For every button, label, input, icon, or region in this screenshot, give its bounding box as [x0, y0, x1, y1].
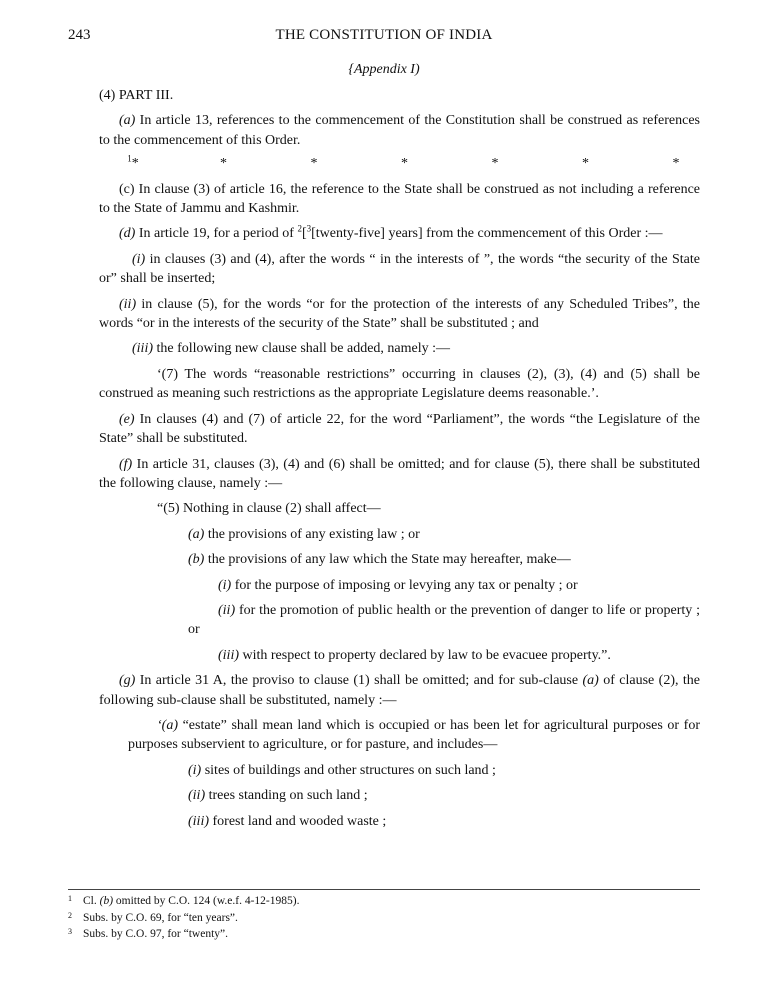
clause-g: (g) In article 31 A, the proviso to clause (1) shall be omitted; and for sub-clause (a) of clause (2), the following sub-clause shall be substituted, namely :— [99, 673, 700, 708]
quote-f: “(5) Nothing in clause (2) shall affect— [157, 501, 381, 517]
document-body [99, 83, 700, 831]
clause-label: (d) [119, 226, 136, 242]
quote-d-iii: ‘(7) The words “reasonable restrictions” occurring in clauses (2), (3), (4) and (5) shall be construed as meaning such restrictions as the appropriate Legislature deems reasonable.’. [99, 366, 700, 402]
footnote-ref: 2 [297, 223, 302, 234]
clause-a: (a) In article 13, references to the commencement of the Constitution shall be construed as references to the commencement of this Order. [99, 113, 700, 148]
clause-label: (i) [188, 762, 202, 778]
clause-label: (ii) [119, 296, 137, 312]
clause-label: (iii) [132, 341, 153, 357]
appendix-label: {Appendix I) [348, 62, 420, 77]
subclause-d-i: (i) in clauses (3) and (4), after the words “ in the interests of ”, the words “the security of the State or” shall be inserted; [99, 251, 700, 287]
star: * [220, 156, 227, 172]
running-title: THE CONSTITUTION OF INDIA [275, 27, 493, 43]
clause-label: ‘(a) [157, 717, 178, 733]
subclause-f-b-i: (i) for the purpose of imposing or levying any tax or penalty ; or [218, 577, 578, 593]
clause-label: (e) [119, 411, 135, 427]
page-number: 243 [68, 27, 91, 43]
clause-label: (ii) [218, 602, 236, 618]
footnote-2: 2 Subs. by C.O. 69, for “ten years”. [68, 910, 238, 924]
footnote-3: 3 Subs. by C.O. 97, for “twenty”. [68, 927, 229, 940]
star: * [310, 156, 318, 172]
star-first: $^1$* [127, 153, 139, 172]
footnote-mark: 1 [68, 894, 72, 903]
clause-label: (iii) [188, 813, 209, 829]
footnote-mark: 2 [68, 910, 72, 920]
clause-label: (a) [188, 526, 205, 542]
subclause-g-i: (i) sites of buildings and other structures on such land ; [188, 762, 496, 778]
subclause-d-ii: (ii) in clause (5), for the words “or for the protection of the interests of any Scheduled Tribes”, the words “or in the interests of the security of the State” shall be substituted ; and [99, 296, 700, 332]
footnote-mark: 3 [68, 927, 72, 936]
clause-label: (a) [582, 673, 599, 689]
clause-label: (g) [119, 673, 136, 689]
part-heading: (4) PART III. [99, 88, 174, 103]
clause-label: (f) [119, 456, 133, 472]
footnote-ref: 3 [306, 223, 312, 234]
clause-d: (d) In article 19, for a period of $^2$[$^3$[twenty-five] years] from the commencement of this Order :— [119, 223, 663, 242]
quote-g: ‘(a) “estate” shall mean land which is occupied or has been let for agricultural purposes or for purposes subservient to agriculture, or for pasture, and includes— [128, 717, 700, 753]
subclause-g-iii: (iii) forest land and wooded waste ; [188, 813, 387, 829]
star: * [582, 156, 589, 172]
clause-label: (i) [218, 577, 232, 593]
footnote-ref: 1 [127, 153, 132, 164]
star: * [401, 156, 408, 172]
clause-label: (ii) [188, 788, 206, 804]
subclause-f-b-iii: (iii) with respect to property declared by law to be evacuee property.”. [218, 647, 611, 663]
clause-f: (f) In article 31, clauses (3), (4) and (6) shall be omitted; and for clause (5), there shall be substituted the following clause, namely :— [99, 456, 700, 491]
clause-e: (e) In clauses (4) and (7) of article 22, for the word “Parliament”, the words “the Legislature of the State” shall be substituted. [99, 411, 700, 447]
star: * [491, 156, 499, 172]
subclause-g-ii: (ii) trees standing on such land ; [188, 788, 368, 804]
footnotes [68, 893, 299, 943]
footnote-divider [68, 889, 700, 890]
clause-label: (a) [119, 113, 136, 129]
subclause-f-b-ii: (ii) for the promotion of public health or the prevention of danger to life or property ; or [188, 602, 700, 638]
clause-label: (iii) [218, 647, 239, 663]
footnote-1: 1 Cl. (b) omitted by C.O. 124 (w.e.f. 4-12-1985). [68, 894, 300, 907]
subclause-d-iii: (iii) the following new clause shall be added, namely :— [132, 341, 451, 357]
clause-label: (b) [188, 552, 205, 568]
star: * [672, 156, 680, 172]
subclause-f-a: (a) the provisions of any existing law ; or [188, 526, 420, 542]
omission-stars [99, 154, 700, 173]
subclause-f-b: (b) the provisions of any law which the State may hereafter, make— [188, 552, 571, 568]
clause-c: (c) In clause (3) of article 16, the reference to the State shall be construed as not including a reference to the State of Jammu and Kashmir. [99, 181, 700, 217]
clause-label: (i) [132, 251, 146, 267]
